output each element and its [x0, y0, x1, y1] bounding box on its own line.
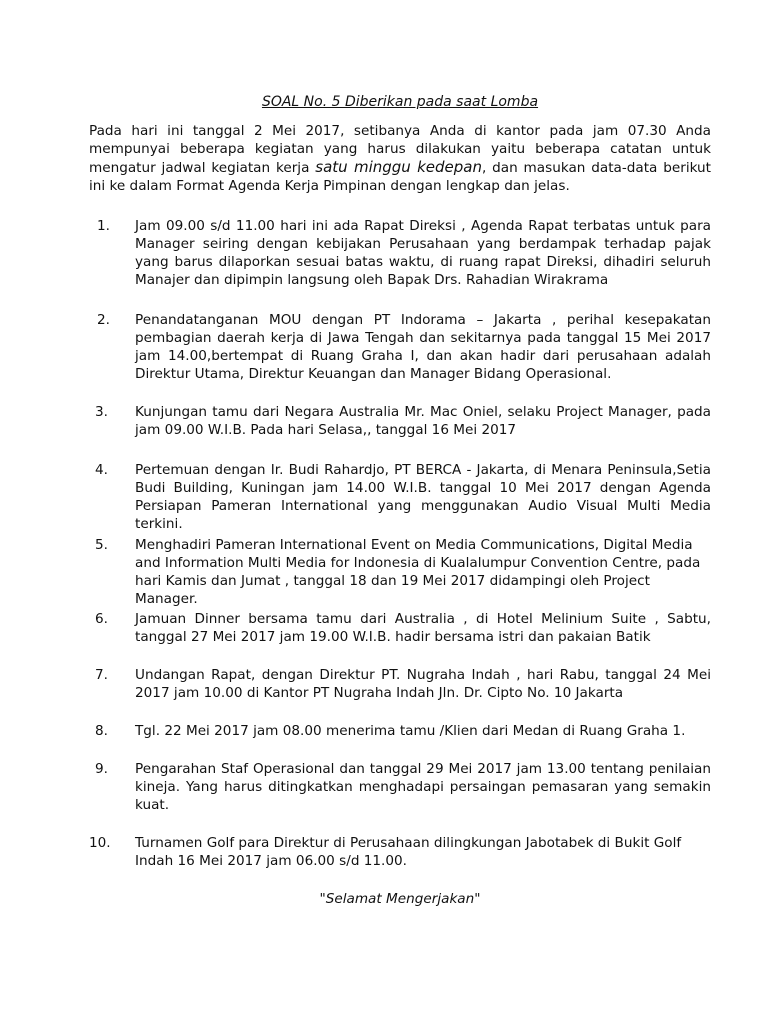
- item-number: 4.: [95, 462, 108, 478]
- item-text: Turnamen Golf para Direktur di Perusahaan dilingkungan Jabotabek di Bukit Golf Indah 16 Mei 2017 jam 06.00 s/d 11.00.: [135, 835, 682, 869]
- item-text: Jamuan Dinner bersama tamu dari Australia , di Hotel Melinium Suite , Sabtu, tanggal 27 Mei 2017 jam 19.00 W.I.B. hadir bersama istri dan pakaian Batik: [135, 611, 711, 645]
- item-text: Undangan Rapat, dengan Direktur PT. Nugraha Indah , hari Rabu, tanggal 24 Mei 2017 jam 10.00 di Kantor PT Nugraha Indah Jln. Dr. Cipto No. 10 Jakarta: [135, 667, 711, 701]
- item-text: Pengarahan Staf Operasional dan tanggal 29 Mei 2017 jam 13.00 tentang penilaian kineja. Yang harus ditingkatkan menghadapi persaingan pemasaran yang semakin kuat.: [135, 761, 711, 813]
- item-number: 9.: [95, 761, 108, 777]
- intro-text-part1: Pada hari ini tanggal 2 Mei 2017, setibanya Anda di kantor pada jam 07.30 Anda mempunyai beberapa kegiatan yang harus dilakukan yaitu beberapa catatan untuk mengatur jadwal kegiatan kerja: [89, 123, 711, 176]
- item-number: 1.: [97, 218, 110, 234]
- item-number: 2.: [97, 312, 110, 328]
- item-number: 5.: [95, 537, 108, 553]
- item-number: 7.: [95, 667, 108, 683]
- item-text: Kunjungan tamu dari Negara Australia Mr. Mac Oniel, selaku Project Manager, pada jam 09.00 W.I.B. Pada hari Selasa,, tanggal 16 Mei 2017: [135, 404, 711, 438]
- item-text: Jam 09.00 s/d 11.00 hari ini ada Rapat Direksi , Agenda Rapat terbatas untuk para Manager seiring dengan kebijakan Perusahaan yang berdampak terhadap pajak yang barus dilaporkan sesuai batas waktu, di ruang rapat Direksi, dihadiri seluruh Manajer dan dipimpin langsung oleh Bapak Drs. Rahadian Wirakrama: [135, 218, 711, 288]
- item-text: Penandatanganan MOU dengan PT Indorama – Jakarta , perihal kesepakatan pembagian daerah kerja di Jawa Tengah dan sekitarnya pada tanggal 15 Mei 2017 jam 14.00,bertempat di Ruang Graha I, dan akan hadir dari perusahaan adalah Direktur Utama, Direktur Keuangan dan Manager Bidang Operasional.: [135, 312, 711, 382]
- intro-emphasis: satu minggu kedepan: [315, 158, 482, 176]
- closing-note: "Selamat Mengerjakan": [319, 891, 481, 907]
- item-number: 8.: [95, 723, 108, 739]
- item-text: Menghadiri Pameran International Event on Media Communications, Digital Media and Information Multi Media for Indonesia di Kualalumpur Convention Centre, pada hari Kamis dan Jumat , tanggal 18 dan 19 Mei 2017 didampingi oleh Project Manager.: [135, 537, 701, 607]
- item-number: 6.: [95, 611, 108, 627]
- intro-paragraph: [89, 122, 711, 195]
- item-text: Pertemuan dengan Ir. Budi Rahardjo, PT BERCA - Jakarta, di Menara Peninsula,Setia Budi Building, Kuningan jam 14.00 W.I.B. tanggal 10 Mei 2017 dengan Agenda Persiapan Pameran International yang menggunakan Audio Visual Multi Media terkini.: [135, 462, 711, 532]
- item-text: Tgl. 22 Mei 2017 jam 08.00 menerima tamu /Klien dari Medan di Ruang Graha 1.: [135, 723, 686, 739]
- document-title: SOAL No. 5 Diberikan pada saat Lomba: [261, 94, 539, 110]
- intro-text-part2: , dan masukan data-data berikut ini ke dalam Format Agenda Kerja Pimpinan dengan lengkap dan jelas.: [89, 160, 711, 194]
- item-number: 10.: [89, 835, 111, 851]
- item-number: 3.: [95, 404, 108, 420]
